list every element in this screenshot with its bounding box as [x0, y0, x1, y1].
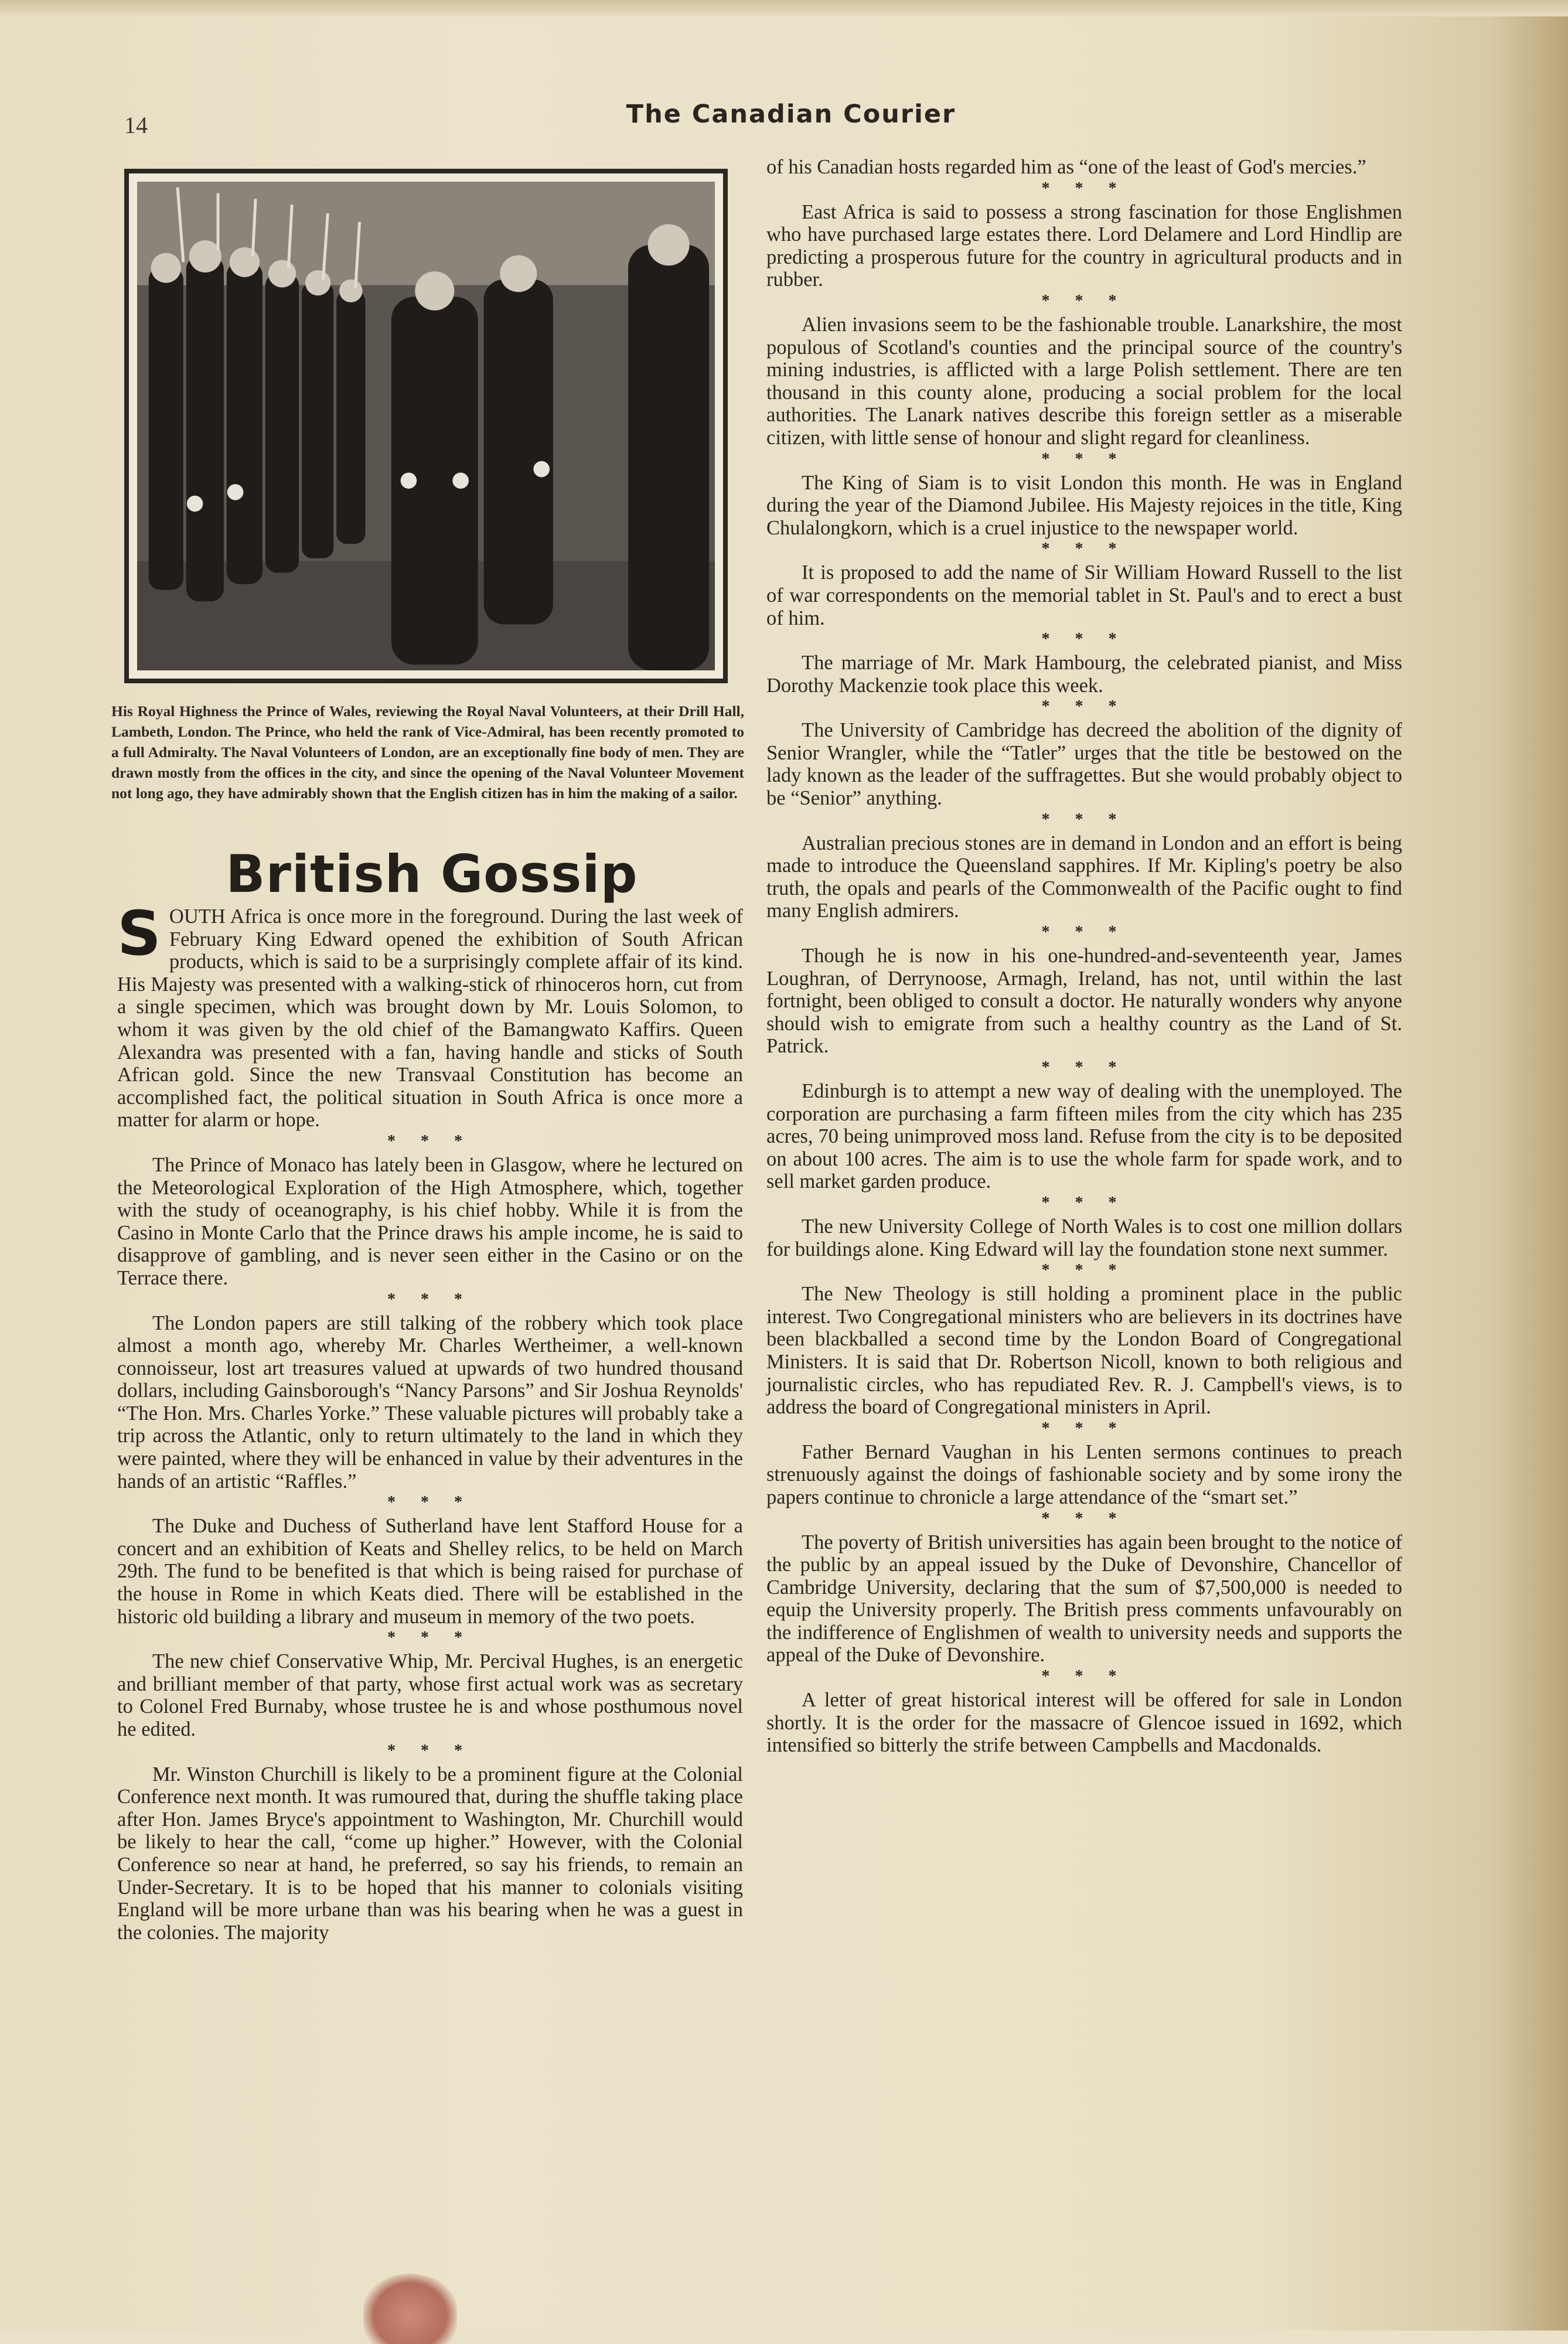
section-separator: * * * — [1041, 1193, 1127, 1212]
section-separator: * * * — [1041, 179, 1127, 197]
paragraph: Father Bernard Vaughan in his Lenten sermons continues to preach strenuously against the doings of fashionable society and by some irony the papers continue to chronicle a large attendance of the “smart set.” — [766, 1440, 1402, 1508]
section-separator: * * * — [1041, 291, 1127, 310]
section-separator: * * * — [387, 1290, 473, 1309]
paragraph: The Duke and Duchess of Sutherland have lent Stafford House for a concert and an exhibition of Keats and Shelley relics, to be held on March 29th. The fund to be benefited is that which is being raised for purchase of the house in Rome in which Keats died. There will be established in the historic old building a library and museum in memory of the two poets. — [117, 1515, 743, 1628]
paragraph: Mr. Winston Churchill is likely to be a prominent figure at the Colonial Conference next month. It was rumoured that, during the shuffle taking place after Hon. James Bryce's appointment to Washington, Mr. Churchill would be likely to hear the call, “come up higher.” However, with the Colonial Conference so near at hand, he preferred, so say his friends, to remain an Under-Secretary. It is to be hoped that his manner to colonials visiting England will be more urbane than was his bearing when he was a guest in the colonies. The majority — [117, 1763, 743, 1944]
section-separator: * * * — [1041, 1261, 1127, 1280]
section-separator: * * * — [1041, 810, 1127, 829]
paragraph: It is proposed to add the name of Sir William Howard Russell to the list of war correspondents on the memorial tablet in St. Paul's and to erect a bust of him. — [766, 561, 1402, 629]
naval-review-photo — [137, 182, 715, 670]
paragraph: Australian precious stones are in demand in London and an effort is being made to introduce the Queensland sapphires. If Mr. Kipling's poetry be also truth, the opals and pearls of the Commonwealth of the Pacific ought to find many English admirers. — [766, 832, 1402, 922]
section-separator: * * * — [1041, 1058, 1127, 1076]
naval-review-photo-icon — [137, 182, 715, 670]
paragraph: Though he is now in his one-hundred-and-seventeenth year, James Loughran, of Derrynoose, Armagh, Ireland, has not, until within the last fortnight, been obliged to consult a doctor. He naturally wonders why anyone should wish to emigrate from such a healthy country as the Land of St. Patrick. — [766, 945, 1402, 1058]
paragraph: The marriage of Mr. Mark Hambourg, the celebrated pianist, and Miss Dorothy Mackenzie took place this week. — [766, 652, 1402, 697]
running-title: The Canadian Courier — [626, 100, 956, 129]
thumb-in-frame — [363, 2274, 457, 2344]
paragraph: The poverty of British universities has again been brought to the notice of the public by an appeal issued by the Duke of Devonshire, Chancellor of Cambridge University, declaring that the sum of $7,500,000 is needed to equip the University properly. The British press comments unfavourably on the indifference of Englishmen of wealth to university needs and supports the appeal of the Duke of Devonshire. — [766, 1531, 1402, 1667]
page-number: 14 — [124, 112, 148, 138]
article-headline: British Gossip — [226, 844, 638, 904]
paragraph: The new chief Conservative Whip, Mr. Percival Hughes, is an energetic and brilliant member of that party, whose first actual work was as secretary to Colonel Fred Burnaby, whose trustee he is and whose posthumous novel he edited. — [117, 1650, 743, 1740]
paragraph: A letter of great historical interest will be offered for sale in London shortly. It is the order for the massacre of Glencoe issued in 1692, which intensified so bitterly the strife between Campbells and Macdonalds. — [766, 1689, 1402, 1757]
continued-paragraph: of his Canadian hosts regarded him as “one of the least of God's mercies.” — [766, 156, 1366, 178]
section-separator: * * * — [1041, 1419, 1127, 1437]
section-separator: * * * — [387, 1132, 473, 1150]
section-separator: * * * — [1041, 1509, 1127, 1528]
caption-text: His Royal Highness the Prince of Wales, reviewing the Royal Naval Volunteers, at their Drill Hall, Lambeth, London. The Prince, who held the rank of Vice-Admiral, has been recently promoted to a full Admiralty. The Naval Volunteers of London, are an exceptionally fine body of men. They are drawn mostly from the offices in the city, and since the opening of the Naval Volunteer Movement not long ago, they have admirably shown that the English citizen has in him the making of a sailor. — [111, 703, 744, 802]
right-column — [766, 156, 1402, 1757]
section-separator: * * * — [387, 1628, 473, 1647]
section-separator: * * * — [1041, 697, 1127, 716]
paragraph: The University of Cambridge has decreed the abolition of the dignity of Senior Wrangler, while the “Tatler” urges that the title be bestowed on the lady known as the leader of the suffragettes. But she would probably object to be “Senior” anything. — [766, 719, 1402, 810]
section-separator: * * * — [387, 1741, 473, 1760]
section-separator: * * * — [1041, 630, 1127, 649]
drop-cap: S — [117, 898, 161, 969]
paragraph: The King of Siam is to visit London this month. He was in England during the year of the Diamond Jubilee. His Majesty rejoices in the title, King Chulalongkorn, which is a cruel injustice to the newspaper world. — [766, 471, 1402, 539]
photo-frame — [124, 169, 728, 683]
paragraph: The New Theology is still holding a prominent place in the public interest. Two Congregational ministers who are believers in its doctrines have been blackballed a second time by the London Board of Congregational Ministers. It is said that Dr. Robertson Nicoll, known to both religious and journalistic circles, who has repudiated Rev. R. J. Campbell's views, is to address the board of Congregational ministers in April. — [766, 1283, 1402, 1419]
paragraph: The London papers are still talking of the robbery which took place almost a month ago, whereby Mr. Charles Wertheimer, a well-known connoisseur, lost art treasures valued at upwards of two hundred thousand dollars, including Gainsborough's “Nancy Parsons” and Sir Joshua Reynolds' “The Hon. Mrs. Charles Yorke.” These valuable pictures will probably take a trip across the Atlantic, only to return ultimately to the land in which they were painted, where they will be enhanced in value by their adventures in the hands of an artistic “Raffles.” — [117, 1311, 743, 1493]
paragraph: The new University College of North Wales is to cost one million dollars for buildings alone. King Edward will lay the foundation stone next summer. — [766, 1215, 1402, 1260]
paragraph: The Prince of Monaco has lately been in Glasgow, where he lectured on the Meteorological Exploration of the High Atmosphere, which, together with the study of oceanography, is his chief hobby. While it is from the Casino in Monte Carlo that the Prince draws his ample income, he is said to disapprove of gambling, and is never seen either in the Casino or on the Terrace there. — [117, 1153, 743, 1289]
paragraph: Alien invasions seem to be the fashionable trouble. Lanarkshire, the most populous of Scotland's counties and the principal source of the country's mining industries, is afflicted with a large Polish settlement. There are ten thousand in this county alone, producing a social problem for the local authorities. The Lanark natives describe this foreign settler as a miserable citizen, with little sense of honour and slight regard for cleanliness. — [766, 313, 1402, 449]
photo-caption — [111, 701, 744, 803]
section-separator: * * * — [1041, 1667, 1127, 1686]
paragraph: Edinburgh is to attempt a new way of dealing with the unemployed. The corporation are purchasing a farm fifteen miles from the city which has 235 acres, 70 being unimproved moss land. Refuse from the city is to be deposited on about 100 acres. The aim is to use the whole farm for spade work, and to sell market garden produce. — [766, 1080, 1402, 1193]
section-separator: * * * — [387, 1493, 473, 1512]
section-separator: * * * — [1041, 923, 1127, 942]
lead-paragraph-text: OUTH Africa is once more in the foreground. During the last week of February King Edward opened the exhibition of South African products, which is said to be a surprisingly complete affair of its kind. His Majesty was presented with a walking-stick of rhinoceros horn, cut from a single specimen, which was brought down by Mr. Louis Solomon, to whom it was given by the old chief of the Bamangwato Kaffirs. Queen Alexandra was presented with a fan, having handle and sticks of South African gold. Since the new Transvaal Constitution has become an accomplished fact, the political situation in South Africa is once more a matter for alarm or hope. — [117, 905, 743, 1132]
paragraph: East Africa is said to possess a strong fascination for those Englishmen who have purchased large estates there. Lord Delamere and Lord Hindlip are predicting a prosperous future for the country in agricultural products and in rubber. — [766, 200, 1402, 291]
section-separator: * * * — [1041, 540, 1127, 558]
page-top-edge — [0, 0, 1568, 16]
lead-paragraph — [117, 898, 743, 1132]
left-column — [117, 898, 743, 1944]
section-separator: * * * — [1041, 449, 1127, 468]
